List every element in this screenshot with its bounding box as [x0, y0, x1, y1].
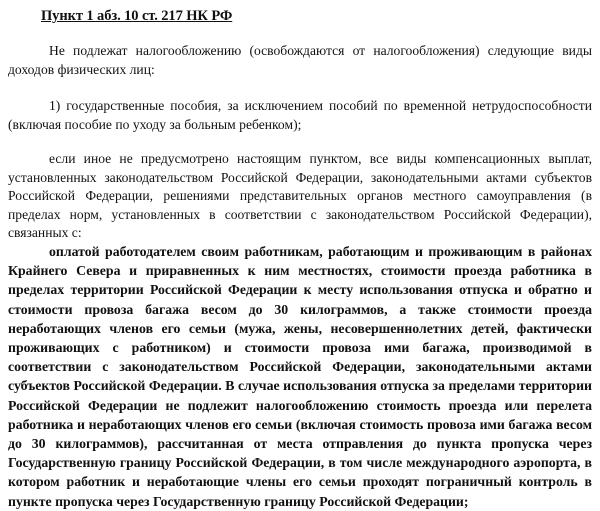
document-heading: Пункт 1 абз. 10 ст. 217 НК РФ — [41, 8, 233, 24]
paragraph-travel-payment-highlighted: оплатой работодателем своим работникам, работающим и проживающим в районах Крайнего Севера и приравненных к ним местностях, стоимости проезда работника в пределах территории Российской Федерации к месту использования отпуска и обратно и стоимости провоза багажа весом до 30 килограммов, а также стоимости проезда неработающих членов его семьи (мужа, жены, несовершеннолетних детей, фактически проживающих с работником) и стоимости провоза ими багажа, производимой в соответствии с законодательством Российской Федерации, законодательными актами субъектов Российской Федерации. В случае использования отпуска за пределами территории Российской Федерации не подлежит налогообложению стоимость проезда или перелета работника и неработающих членов его семьи (включая стоимость провоза ими багажа весом до 30 килограммов), рассчитанная от места отправления до пункта пропуска через Государственную границу Российской Федерации, в том числе международного аэропорта, в котором работник и неработающие члены его семьи проходят пограничный контроль в пункте пропуска через Государственную границу Российской Федерации; — [8, 244, 592, 509]
paragraph-intro: Не подлежат налогообложению (освобождаются от налогообложения) следующие виды доходов физических лиц: — [8, 43, 592, 77]
paragraph-item-1: 1) государственные пособия, за исключением пособий по временной нетрудоспособности (включая пособие по уходу за больным ребенком); — [8, 98, 592, 132]
paragraph-compensation: если иное не предусмотрено настоящим пунктом, все виды компенсационных выплат, установленных законодательством Российской Федерации, законодательными актами субъектов Российской Федерации, решениями представительных органов местного самоуправления (в пределах норм, установленных в соответствии с законодательством Российской Федерации), связанных с: — [8, 151, 592, 241]
